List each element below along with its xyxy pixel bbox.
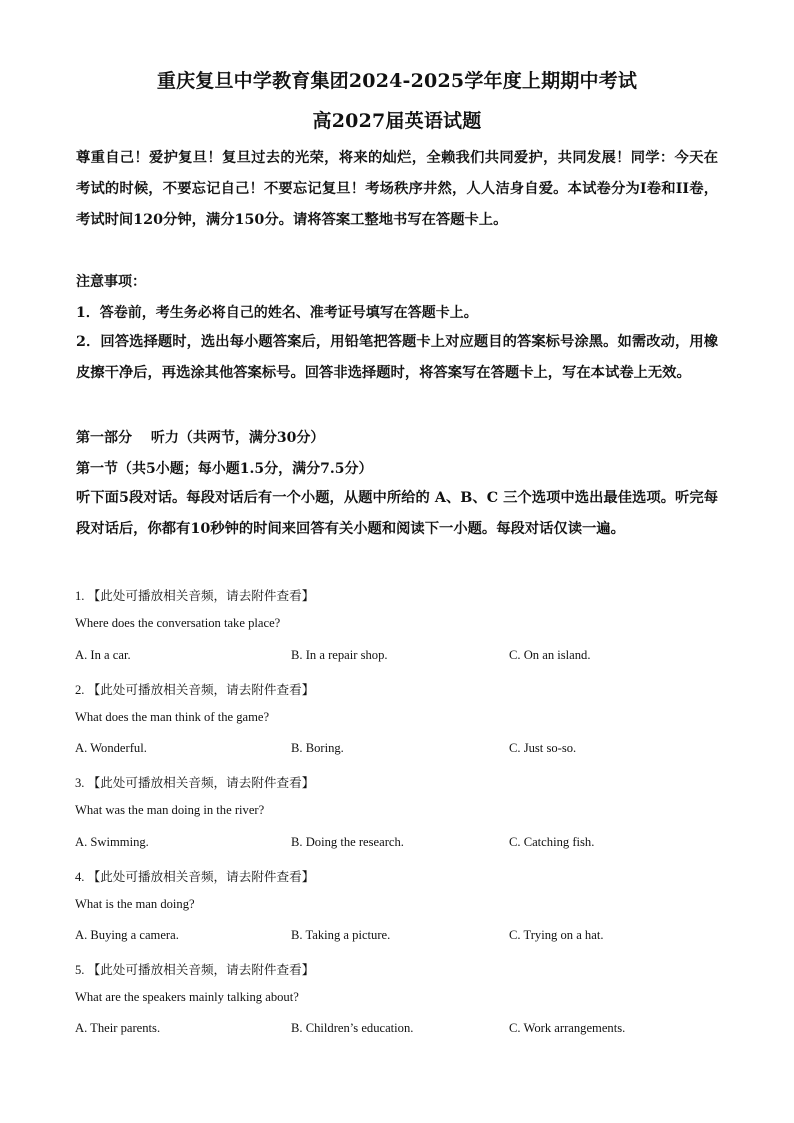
intro-paragraph: 尊重自己！爱护复旦！复旦过去的光荣，将来的灿烂，全赖我们共同爱护，共同发展！同学：今天在考试的时候，不要忘记自己！不要忘记复旦！考场秩序井然，人人洁身自爱。本试卷分为I卷和II卷，考试时间120分钟，满分150分。请将答案工整地书写在答题卡上。 (76, 150, 718, 228)
question-1-option-a[interactable]: A. In a car. (75, 648, 131, 662)
part-heading: 第一部分 听力（共两节，满分30分） (76, 430, 325, 446)
question-3-audio[interactable] (75, 772, 314, 791)
question-1-audio[interactable] (75, 585, 314, 604)
question-number: 1. (75, 589, 85, 603)
question-4-audio[interactable] (75, 866, 314, 885)
question-3-option-b[interactable]: B. Doing the research. (291, 835, 404, 849)
audio-placeholder: 【此处可播放相关音频，请去附件查看】 (87, 870, 315, 884)
question-2-audio[interactable] (75, 679, 314, 698)
question-5-option-b[interactable]: B. Children’s education. (291, 1021, 414, 1035)
section-heading: 第一节（共5小题；每小题1.5分，满分7.5分） (76, 461, 373, 477)
question-3-option-a[interactable]: A. Swimming. (75, 835, 149, 849)
audio-placeholder: 【此处可播放相关音频，请去附件查看】 (87, 683, 315, 697)
notes-heading: 注意事项： (76, 274, 146, 290)
note-2: 2．回答选择题时，选出每小题答案后，用铅笔把答题卡上对应题目的答案标号涂黑。如需改动，用橡皮擦干净后，再选涂其他答案标号。回答非选择题时，将答案写在答题卡上，写在本试卷上无效。 (76, 334, 718, 381)
exam-title: 重庆复旦中学教育集团2024-2025学年度上期期中考试 (156, 70, 638, 92)
question-2-option-a[interactable]: A. Wonderful. (75, 741, 147, 755)
audio-placeholder: 【此处可播放相关音频，请去附件查看】 (87, 776, 315, 790)
audio-placeholder: 【此处可播放相关音频，请去附件查看】 (87, 589, 315, 603)
question-1-stem: Where does the conversation take place? (75, 616, 281, 630)
question-3-option-c[interactable]: C. Catching fish. (509, 835, 595, 849)
audio-placeholder: 【此处可播放相关音频，请去附件查看】 (87, 963, 315, 977)
question-4-stem: What is the man doing? (75, 897, 195, 911)
question-4-option-b[interactable]: B. Taking a picture. (291, 928, 391, 942)
question-number: 4. (75, 870, 85, 884)
question-4-option-c[interactable]: C. Trying on a hat. (509, 928, 604, 942)
question-4-option-a[interactable]: A. Buying a camera. (75, 928, 179, 942)
question-1-option-b[interactable]: B. In a repair shop. (291, 648, 388, 662)
question-5-option-a[interactable]: A. Their parents. (75, 1021, 161, 1035)
note-1: 1．答卷前，考生务必将自己的姓名、准考证号填写在答题卡上。 (76, 305, 478, 321)
question-3-stem: What was the man doing in the river? (75, 803, 265, 817)
question-1-option-c[interactable]: C. On an island. (509, 648, 591, 662)
question-5-stem: What are the speakers mainly talking about? (75, 990, 299, 1004)
exam-subtitle: 高2027届英语试题 (312, 110, 482, 132)
listening-directions: 听下面5段对话。每段对话后有一个小题，从题中所给的 A、B、C 三个选项中选出最佳选项。听完每段对话后，你都有10秒钟的时间来回答有关小题和阅读下一小题。每段对话仅读一遍。 (76, 490, 718, 537)
question-5-audio[interactable] (75, 959, 314, 978)
question-2-option-b[interactable]: B. Boring. (291, 741, 344, 755)
question-number: 2. (75, 683, 85, 697)
question-number: 5. (75, 963, 85, 977)
question-5-option-c[interactable]: C. Work arrangements. (509, 1021, 626, 1035)
question-2-stem: What does the man think of the game? (75, 710, 270, 724)
question-2-option-c[interactable]: C. Just so-so. (509, 741, 577, 755)
question-number: 3. (75, 776, 85, 790)
